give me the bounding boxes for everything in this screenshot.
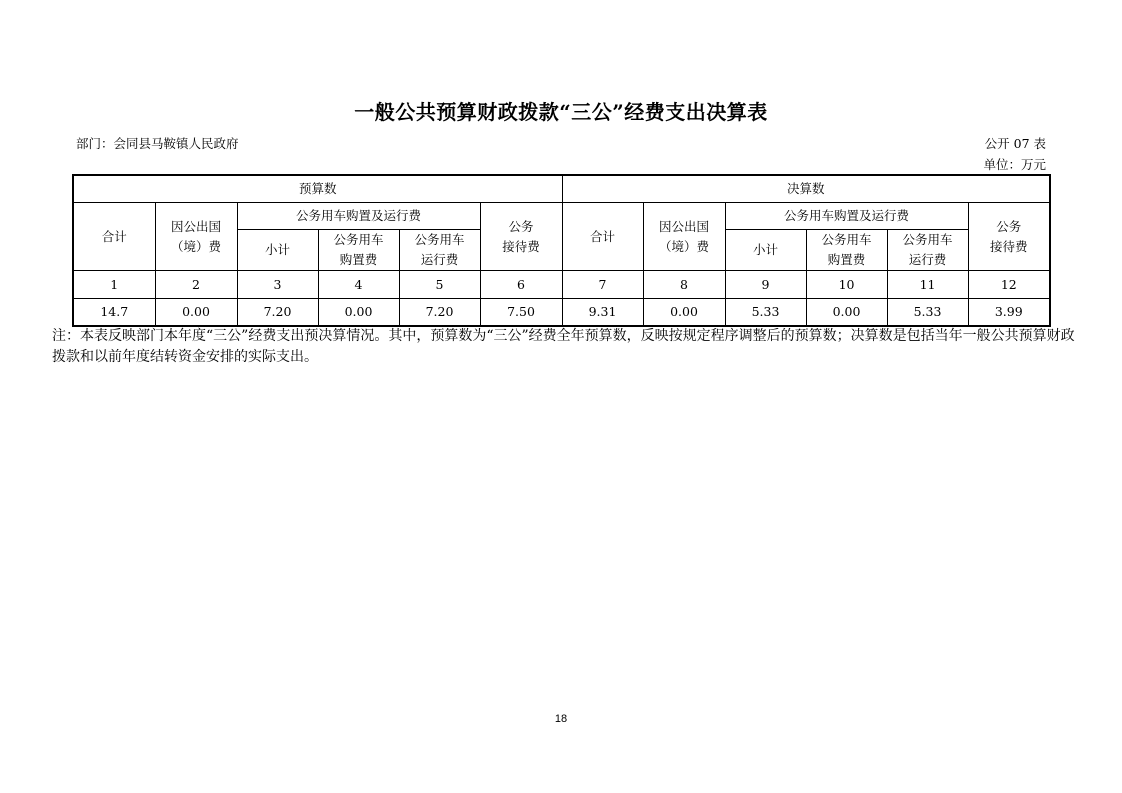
value-cell: 0.00	[155, 299, 237, 327]
budget-group-header: 预算数	[73, 175, 562, 203]
final-vehicle-operation-header-line2: 运行费	[908, 252, 947, 267]
final-vehicle-operation-header	[887, 230, 968, 271]
column-number: 2	[155, 271, 237, 299]
column-number: 12	[968, 271, 1050, 299]
final-abroad-header-line2: （境）费	[659, 238, 710, 254]
column-number: 6	[480, 271, 562, 299]
budget-vehicle-group-header: 公务用车购置及运行费	[237, 203, 480, 230]
group-header-row	[73, 175, 1050, 203]
budget-vehicle-purchase-header	[318, 230, 399, 271]
value-cell: 3.99	[968, 299, 1050, 327]
final-reception-header-line2: 接待费	[990, 238, 1028, 254]
column-number: 9	[725, 271, 806, 299]
value-cell: 7.20	[237, 299, 318, 327]
budget-reception-header	[480, 203, 562, 271]
column-number: 8	[643, 271, 725, 299]
final-vehicle-purchase-header-line2: 购置费	[827, 252, 866, 267]
budget-vehicle-purchase-header-line2: 购置费	[339, 252, 378, 267]
value-cell: 0.00	[318, 299, 399, 327]
form-number: 公开 07 表	[984, 136, 1046, 151]
budget-total-header: 合计	[73, 203, 155, 271]
column-number: 5	[399, 271, 480, 299]
budget-subtotal-header: 小计	[237, 230, 318, 271]
value-cell: 0.00	[643, 299, 725, 327]
value-cell: 7.20	[399, 299, 480, 327]
budget-abroad-header-line2: （境）费	[170, 238, 221, 254]
value-cell: 0.00	[806, 299, 887, 327]
budget-reception-header-line2: 接待费	[502, 238, 540, 254]
budget-abroad-header-line1: 因公出国	[170, 218, 221, 234]
column-number: 11	[887, 271, 968, 299]
column-number: 7	[562, 271, 643, 299]
budget-vehicle-operation-header-line2: 运行费	[420, 252, 459, 267]
final-abroad-header-line1: 因公出国	[659, 218, 710, 234]
final-vehicle-group-header: 公务用车购置及运行费	[725, 203, 968, 230]
column-number: 4	[318, 271, 399, 299]
final-vehicle-operation-header-line1: 公务用车	[902, 232, 953, 247]
budget-reception-header-line1: 公务	[508, 218, 534, 234]
column-number: 1	[73, 271, 155, 299]
value-cell: 9.31	[562, 299, 643, 327]
column-number: 10	[806, 271, 887, 299]
column-number: 3	[237, 271, 318, 299]
three-public-expenses-table	[72, 174, 1051, 327]
final-vehicle-purchase-header	[806, 230, 887, 271]
value-cell: 14.7	[73, 299, 155, 327]
page-number: 18	[554, 713, 568, 725]
value-cell: 7.50	[480, 299, 562, 327]
budget-vehicle-purchase-header-line1: 公务用车	[333, 232, 384, 247]
final-subtotal-header: 小计	[725, 230, 806, 271]
final-reception-header-line1: 公务	[996, 218, 1022, 234]
value-cell: 5.33	[725, 299, 806, 327]
table-note: 注：本表反映部门本年度“三公”经费支出预决算情况。其中，预算数为“三公”经费全年预算数，反映按规定程序调整后的预算数；决算数是包括当年一般公共预算财政拨款和以前年度结转资金安排的实际支出。	[52, 328, 1075, 365]
value-row	[73, 299, 1050, 327]
budget-vehicle-operation-header	[399, 230, 480, 271]
unit-label: 单位：万元	[983, 157, 1046, 172]
budget-abroad-header	[155, 203, 237, 271]
page-title: 一般公共预算财政拨款“三公”经费支出决算表	[354, 100, 768, 124]
final-abroad-header	[643, 203, 725, 271]
department-label: 部门：会同县马鞍镇人民政府	[76, 136, 239, 151]
value-cell: 5.33	[887, 299, 968, 327]
budget-vehicle-operation-header-line1: 公务用车	[414, 232, 465, 247]
column-header-row	[73, 203, 1050, 230]
final-total-header: 合计	[562, 203, 643, 271]
column-number-row	[73, 271, 1050, 299]
final-group-header: 决算数	[562, 175, 1050, 203]
final-reception-header	[968, 203, 1050, 271]
final-vehicle-purchase-header-line1: 公务用车	[821, 232, 872, 247]
